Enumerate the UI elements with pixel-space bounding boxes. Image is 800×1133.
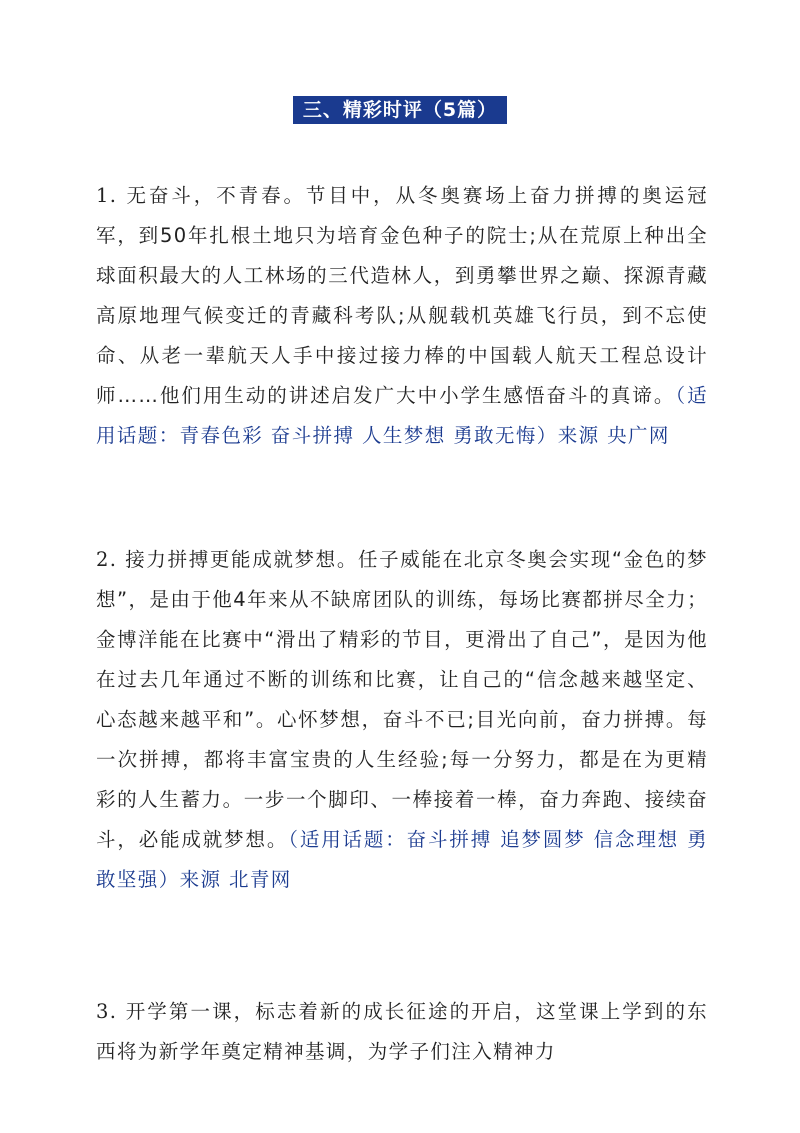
topic-tags: （适用话题：奋斗拼搏 追梦圆梦 信念理想 勇敢坚强）来源 北青网 <box>96 828 708 891</box>
paragraph-number: 1. <box>96 184 127 207</box>
paragraph-number: 2. <box>96 548 126 571</box>
paragraph-number: 3. <box>96 1000 126 1023</box>
topic-tags: （适用话题：青春色彩 奋斗拼搏 人生梦想 勇敢无悔）来源 央广网 <box>96 384 708 447</box>
paragraph-3 <box>96 992 708 1072</box>
paragraph-2 <box>96 540 708 900</box>
paragraph-1 <box>96 176 708 456</box>
paragraph-body: 开学第一课，标志着新的成长征途的开启，这堂课上学到的东西将为新学年奠定精神基调，为学子们注入精神力 <box>96 1000 708 1063</box>
paragraph-body: 接力拼搏更能成就梦想。任子威能在北京冬奥会实现“金色的梦想”，是由于他4年来从不缺席团队的训练，每场比赛都拼尽全力；金博洋能在比赛中“滑出了精彩的节目，更滑出了自己”，是因为他在过去几年通过不断的训练和比赛，让自己的“信念越来越坚定、心态越来越平和”。心怀梦想，奋斗不已;目光向前，奋力拼搏。每一次拼搏，都将丰富宝贵的人生经验;每一分努力，都是在为更精彩的人生蓄力。一步一个脚印、一棒接着一棒，奋力奔跑、接续奋斗，必能成就梦想。 <box>96 548 708 851</box>
paragraph-body: 无奋斗，不青春。节目中，从冬奥赛场上奋力拼搏的奥运冠军，到50年扎根土地只为培育金色种子的院士;从在荒原上种出全球面积最大的人工林场的三代造林人，到勇攀世界之巅、探源青藏高原地理气候变迁的青藏科考队;从舰载机英雄飞行员，到不忘使命、从老一辈航天人手中接过接力棒的中国载人航天工程总设计师……他们用生动的讲述启发广大中小学生感悟奋斗的真谛。 <box>96 184 708 407</box>
section-title: 三、精彩时评（5篇） <box>293 96 507 124</box>
section-title-container <box>0 96 800 124</box>
